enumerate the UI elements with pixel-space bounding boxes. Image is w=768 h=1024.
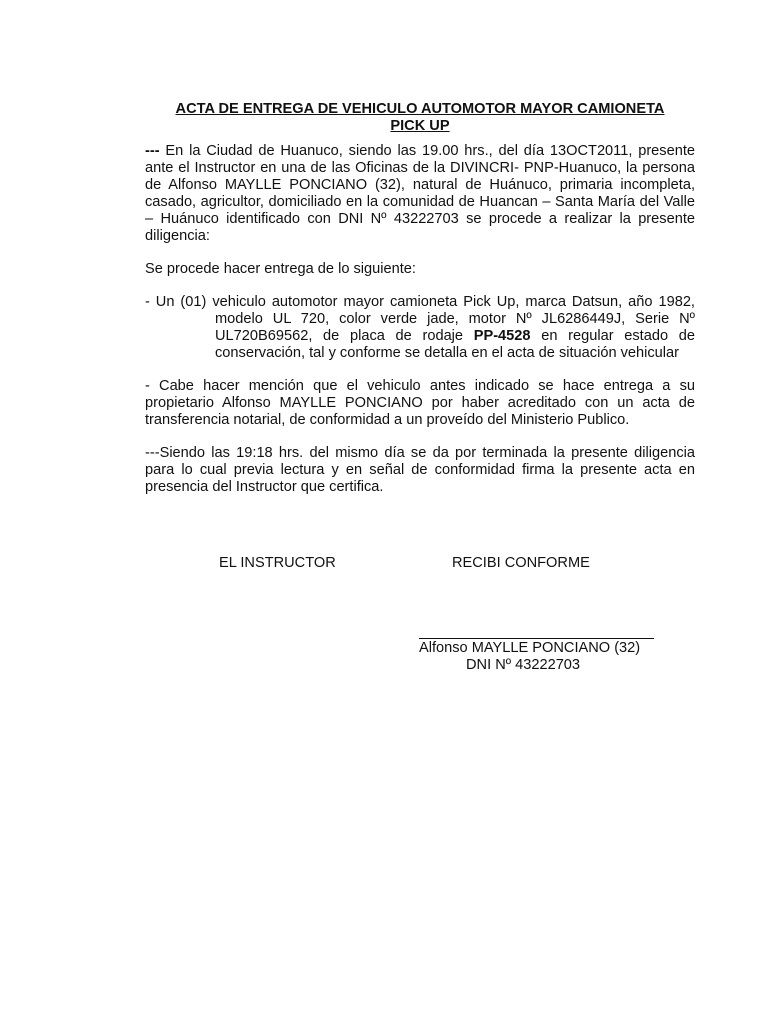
intro-paragraph bbox=[145, 143, 695, 245]
vehicle-item bbox=[145, 294, 695, 362]
intro-text: En la Ciudad de Huanuco, siendo las 19.00 hrs., del día 13OCT2011, presente ante el Instructor en una de las Oficinas de la DIVINCRI- PNP-Huanuco, la persona de Alfonso MAYLLE PONCIANO (32), natural de Huánuco, primaria incompleta, casado, agricultor, domiciliado en la comunidad de Huancan – Santa María del Valle – Huánuco identificado con DNI Nº 43222703 se procede a realizar la presente diligencia: bbox=[145, 143, 695, 244]
document-title bbox=[145, 101, 695, 135]
delivery-intro: Se procede hacer entrega de lo siguiente: bbox=[145, 261, 416, 277]
vehicle-plate: PP-4528 bbox=[473, 328, 531, 344]
title-line-1: ACTA DE ENTREGA DE VEHICULO AUTOMOTOR MAYOR CAMIONETA bbox=[175, 101, 665, 117]
title-line-2: PICK UP bbox=[390, 118, 450, 134]
document-body bbox=[145, 101, 695, 512]
vehicle-item-condition: en regular estado de conservación, tal y conforme se detalla en el acta de situación vehicular bbox=[215, 328, 695, 361]
vehicle-item-text: - Un (01) vehiculo automotor mayor camioneta Pick Up, marca Datsun, año 1982, modelo UL 720, color verde jade, motor Nº JL6286449J, Serie Nº UL720B69562, de placa de rodaje bbox=[145, 294, 695, 344]
signature-line bbox=[419, 638, 654, 639]
instructor-label: EL INSTRUCTOR bbox=[219, 555, 336, 571]
recipient-label: RECIBI CONFORME bbox=[452, 555, 590, 571]
recipient-dni: DNI Nº 43222703 bbox=[466, 657, 581, 673]
intro-lead: --- bbox=[145, 143, 160, 159]
recipient-name: Alfonso MAYLLE PONCIANO (32) bbox=[419, 640, 641, 656]
mention-paragraph: - Cabe hacer mención que el vehiculo antes indicado se hace entrega a su propietario Alfonso MAYLLE PONCIANO por haber acreditado con un acta de transferencia notarial, de conformidad a un proveído del Ministerio Publico. bbox=[145, 378, 695, 428]
closing-paragraph: ---Siendo las 19:18 hrs. del mismo día se da por terminada la presente diligencia para lo cual previa lectura y en señal de conformidad firma la presente acta en presencia del Instructor que certifica. bbox=[145, 445, 695, 495]
signature-labels bbox=[0, 555, 768, 575]
